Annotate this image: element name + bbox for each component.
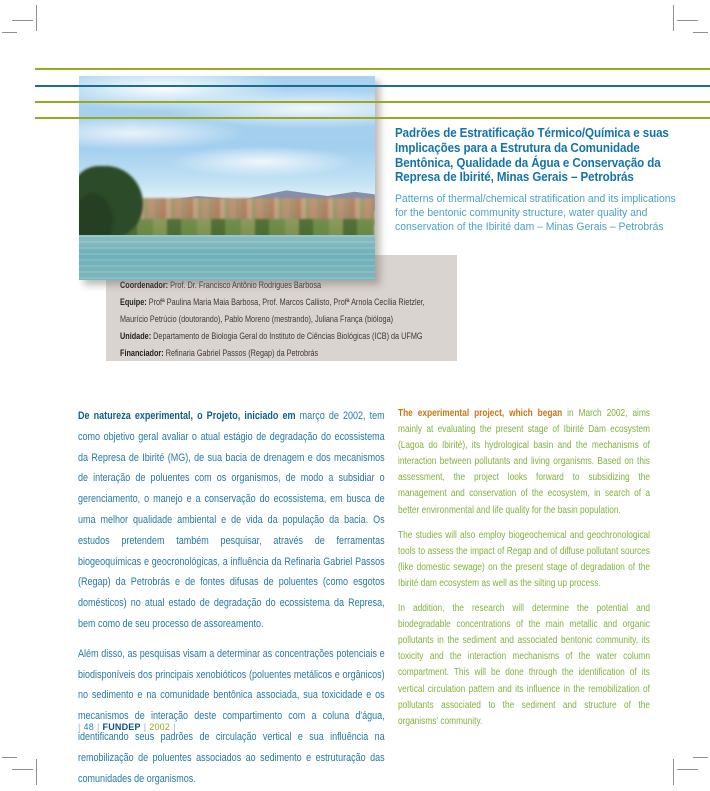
team-row-label: Unidade: bbox=[120, 331, 152, 341]
title-block bbox=[395, 126, 680, 235]
paragraph-en-3: In addition, the research will determine the potential and biodegradable concentrations of the main metallic and organic pollutants in the sediment and associated bentonic community, its toxicity and the interaction mechanisms of the water column compartment. This will be done through the identification of its vertical circulation pattern and its influence in the remobilization of pollutants associated to the sediment and structure of the organisms' community. bbox=[398, 603, 650, 727]
reservoir-photo bbox=[79, 76, 375, 280]
team-row-value: Prof. Dr. Francisco Antônio Rodrigues Barbosa bbox=[170, 280, 322, 290]
team-row-value: Profª Paulina Maria Maia Barbosa, Prof. Marcos Callisto, Profª Arnola Cecília Rietzler, Maurício Petrúcio (doutorando), Pablo Moreno (mestrando), Juliana França (bióloga) bbox=[120, 297, 425, 324]
project-title-pt: Padrões de Estratificação Térmico/Química e suas Implicações para a Estrutura da Comunidade Bentônica, Qualidade da Água e Conservação da Represa de Ibirité, Minas Gerais – Petrobrás bbox=[395, 126, 669, 185]
team-row-label: Financiador: bbox=[120, 348, 164, 358]
team-row-value: Refinaria Gabriel Passos (Regap) da Petrobrás bbox=[165, 348, 319, 358]
footer-separator: | bbox=[143, 722, 147, 732]
paragraph-pt-2: Além disso, as pesquisas visam a determinar as concentrações potenciais e biodisponíveis dos principais xenobióticos (poluentes metálicos e orgânicos) no sedimento e na comunidade bentônica associada, sua toxicidade e os mecanismos de interação deste compartimento com a coluna d'água, identificando seus padrões de circulação vertical e sua influência na remobilização de poluentes associados ao sedimento e estruturação das comunidades de organismos. bbox=[78, 647, 385, 785]
photo-water bbox=[79, 235, 375, 280]
paragraph-en-2: The studies will also employ biogeochemical and geochronological tools to assess the impact of Regap and of diffuse pollutant sources (like domestic sewage) on the present stage of degradation of the Ibirité dam ecosystem as well as the silting up process. bbox=[398, 529, 650, 589]
paragraph-pt-lead: De natureza experimental, o Projeto, iniciado em bbox=[78, 410, 296, 422]
team-row-label: Equipe: bbox=[120, 297, 147, 307]
team-row-value: Departamento de Biologia Geral do Instituto de Ciências Biológicas (ICB) da UFMG bbox=[153, 331, 423, 341]
paragraph-en-1 bbox=[398, 406, 650, 519]
footer-separator: | bbox=[96, 722, 100, 732]
footer-separator: | bbox=[78, 722, 81, 732]
team-info-text bbox=[120, 277, 443, 362]
brand-label: FUNDEP bbox=[102, 722, 141, 732]
paragraph-pt-1 bbox=[78, 406, 385, 635]
paragraph-en-lead: The experimental project, which began bbox=[398, 408, 563, 419]
team-row-unidade bbox=[120, 328, 443, 345]
article-column-pt bbox=[78, 406, 385, 791]
page-footer bbox=[75, 722, 179, 732]
paragraph-pt-body: março de 2002, tem como objetivo geral avaliar o atual estágio de degradação do ecossistema da Represa de Ibirité (MG), de sua bacia de drenagem e dos mecanismos de interação de poluentes com os organismos, de modo a subsidiar o gerenciamento, o manejo e a conservação do ecossistema, em busca de uma melhor qualidade ambiental e de vida da população da bacia. Os estudos pretendem também pesquisar, através de ferramentas biogeoquímicas e geocronológicas, a influência da Refinaria Gabriel Passos (Regap) da Petrobrás e de fontes difusas de poluentes (como esgotos domésticos) no atual estado de degradação do ecossistema da Represa, bem como de seu processo de assoreamento. bbox=[78, 410, 385, 630]
header-rule-green-2 bbox=[35, 101, 710, 103]
year-label: 2002 bbox=[149, 722, 171, 732]
project-title-en: Patterns of thermal/chemical stratification and its implications for the bentonic community structure, water quality and conservation of the Ibirité dam – Minas Gerais – Petrobrás bbox=[395, 193, 676, 233]
team-row-financiador bbox=[120, 345, 443, 362]
header-rule-green-1 bbox=[35, 68, 710, 70]
footer-separator: | bbox=[173, 722, 176, 732]
header-rule-green-3 bbox=[35, 117, 710, 119]
team-row-label: Coordenador: bbox=[120, 280, 169, 290]
article-column-en bbox=[398, 406, 650, 739]
header-rule-teal bbox=[35, 85, 710, 87]
page-number: 48 bbox=[83, 722, 94, 732]
paragraph-en-body: in March 2002, aims mainly at evaluating the present stage of Ibirité Dam ecosystem (Lagoa do Ibirité), its hydrological basin and the mechanisms of interaction between pollutants and living organisms. Based on this assessment, the project looks forward to subsidizing the management and conservation of the ecosystem, in search of a better environmental and life quality for the basin population. bbox=[398, 408, 650, 516]
team-row-equipe bbox=[120, 294, 443, 328]
